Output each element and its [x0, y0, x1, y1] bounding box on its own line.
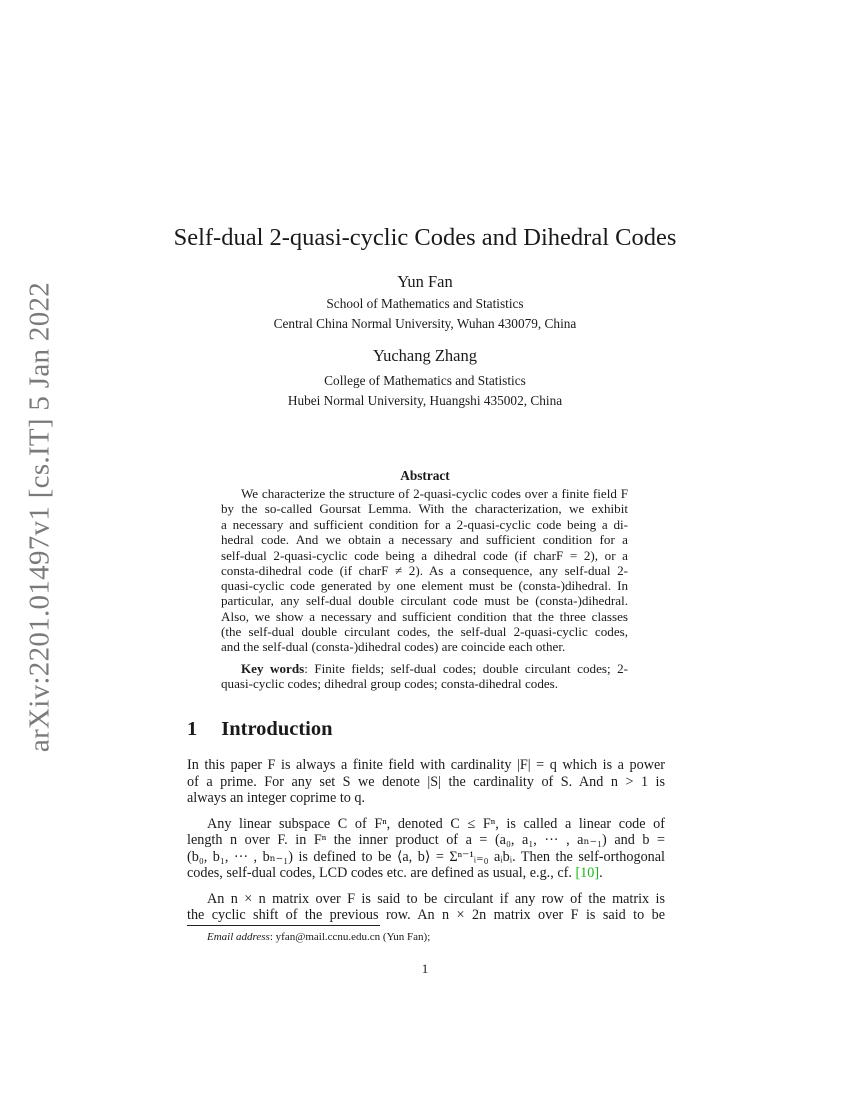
keywords-text: : Finite fields; self-dual codes; double circulant codes; 2- [304, 661, 628, 676]
abstract-line: consta-dihedral code (if charF ≠ 2). As a consequence, any self-dual 2- [221, 563, 628, 578]
abstract-line: by the so-called Goursat Lemma. With the characterization, we exhibit [221, 501, 628, 516]
paragraph-line [187, 774, 665, 790]
footnote-rule [187, 925, 380, 926]
paragraph-line [207, 816, 665, 832]
line-text: An n × n matrix over F is said to be circulant if any row of the matrix is [207, 891, 665, 907]
abstract-line: hedral code. And we obtain a necessary and sufficient condition for a [221, 532, 628, 547]
section-number: 1 [187, 718, 198, 740]
line-text: (b₀, b₁, ··· , bₙ₋₁) is defined to be ⟨a, b⟩ = Σⁿ⁻¹ᵢ₌₀ aᵢbᵢ. Then the self-orthogonal [187, 849, 665, 865]
section-title: Introduction [221, 718, 333, 740]
paragraph-line [187, 832, 665, 848]
paragraph-line [187, 757, 665, 773]
line-text: length n over F. in Fⁿ the inner product of a = (a₀, a₁, ··· , aₙ₋₁) and b = [187, 832, 665, 848]
abstract-line: Also, we show a necessary and sufficient condition that the three classes [221, 609, 628, 624]
author-name: Yuchang Zhang [372, 346, 477, 365]
footnote-label: Email address [207, 931, 270, 943]
keywords-label: Key words [241, 661, 305, 676]
keywords-line: quasi-cyclic codes; dihedral group codes; consta-dihedral codes. [221, 676, 559, 691]
line-text: codes, self-dual codes, LCD codes etc. are defined as usual, e.g., cf. [187, 865, 576, 881]
keywords-line [241, 661, 628, 676]
author-affiliation: Hubei Normal University, Huangshi 435002, China [287, 393, 563, 408]
author-affiliation: College of Mathematics and Statistics [324, 373, 526, 388]
abstract-line: particular, any self-dual double circulant code must be (consta-)dihedral. [221, 593, 628, 608]
paragraph-line [207, 891, 665, 907]
line-text: always an integer coprime to q. [187, 790, 366, 806]
citation-link[interactable]: [10] [575, 865, 600, 881]
arxiv-identifier: arXiv:2201.01497v1 [cs.IT] 5 Jan 2022 [23, 281, 56, 753]
author-affiliation: Central China Normal University, Wuhan 430079, China [273, 316, 577, 331]
abstract-heading: Abstract [400, 468, 450, 483]
footnote [207, 931, 430, 943]
line-text: In this paper F is always a finite field with cardinality |F| = q which is a power [187, 757, 665, 773]
line-text: the cyclic shift of the previous row. An n × 2n matrix over F is said to be [187, 907, 665, 923]
paper-title: Self-dual 2-quasi-cyclic Codes and Dihedral Codes [173, 224, 677, 251]
abstract-line: (the self-dual double circulant codes, the self-dual 2-quasi-cyclic codes, [221, 624, 628, 639]
citation-end: . [599, 865, 603, 881]
paragraph-line [187, 907, 665, 923]
section-heading [187, 718, 333, 741]
footnote-text: : yfan@mail.ccnu.edu.cn (Yun Fan); [269, 931, 431, 943]
paragraph-line [187, 865, 665, 881]
page-number: 1 [421, 961, 429, 976]
abstract-line: quasi-cyclic code generated by one element must be (consta-)dihedral. In [221, 578, 628, 593]
abstract-line: a necessary and sufficient condition for a 2-quasi-cyclic code being a di- [221, 517, 628, 532]
author-name: Yun Fan [397, 272, 453, 291]
abstract-line: and the self-dual (consta-)dihedral codes) are coincide each other. [221, 639, 566, 654]
paragraph-line [187, 849, 665, 865]
paragraph-line [187, 790, 665, 806]
line-text: of a prime. For any set S we denote |S| the cardinality of S. And n > 1 is [187, 774, 665, 790]
line-text: Any linear subspace C of Fⁿ, denoted C ≤ Fⁿ, is called a linear code of [207, 816, 665, 832]
abstract-line: self-dual 2-quasi-cyclic code being a dihedral code (if charF = 2), or a [221, 548, 628, 563]
abstract-line: We characterize the structure of 2-quasi-cyclic codes over a finite field F [241, 486, 628, 501]
author-affiliation: School of Mathematics and Statistics [326, 296, 524, 311]
